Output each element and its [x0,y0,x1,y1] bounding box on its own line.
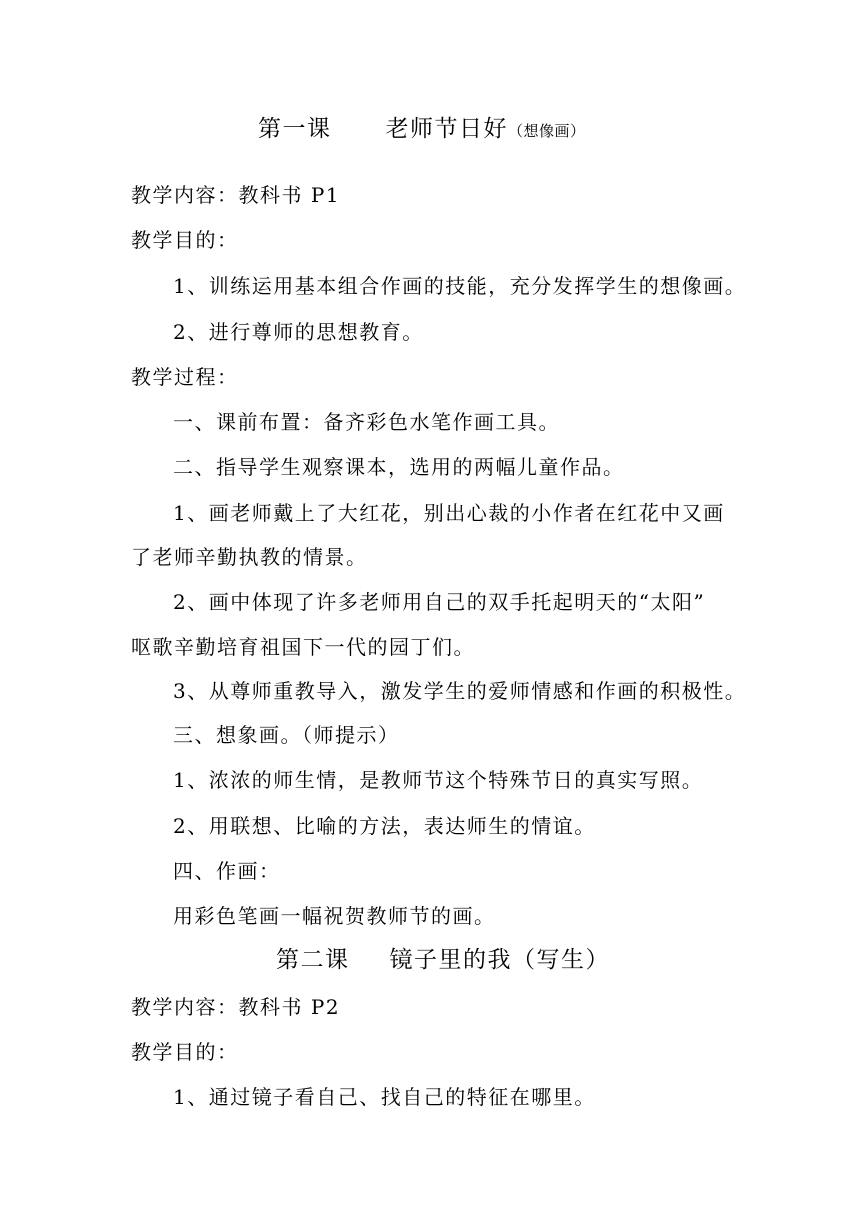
lesson1-title-note: （想像画） [508,122,586,140]
lesson1-process-label: 教学过程： [131,365,239,389]
lesson1-goal-2: 2、进行尊师的思想教育。 [173,320,424,344]
lesson2-title [276,944,610,976]
lesson1-item-2a: 2、画中体现了许多老师用自己的双手托起明天的“太阳” [173,590,706,614]
lesson1-goals-label: 教学目的： [131,228,239,252]
lesson1-goal-1: 1、训练运用基本组合作画的技能，充分发挥学生的想像画。 [173,274,747,298]
lesson1-content-label: 教学内容：教科书 P1 [131,183,341,207]
lesson2-title-text: 镜子里的我（写生） [389,947,610,973]
lesson1-item-1b: 了老师辛勤执教的情景。 [131,545,368,569]
lesson1-title-number: 第一课 [258,116,332,142]
lesson1-title-text: 老师节日好 [385,116,508,142]
lesson1-task: 用彩色笔画一幅祝贺教师节的画。 [173,904,496,928]
lesson1-step-3: 三、想象画。（师提示） [173,723,400,747]
lesson1-hint-2: 2、用联想、比喻的方法，表达师生的情谊。 [173,814,596,838]
lesson2-title-number: 第二课 [276,947,350,973]
lesson1-title [258,113,586,147]
lesson1-step-1: 一、课前布置：备齐彩色水笔作画工具。 [173,410,560,434]
lesson1-step-4: 四、作画： [173,859,281,883]
lesson1-step-2: 二、指导学生观察课本，选用的两幅儿童作品。 [173,455,625,479]
lesson2-content-label: 教学内容：教科书 P2 [131,995,341,1019]
lesson1-item-1a: 1、画老师戴上了大红花，别出心裁的小作者在红花中又画 [173,501,725,525]
lesson2-goals-label: 教学目的： [131,1040,239,1064]
lesson1-item-3: 3、从尊师重教导入，激发学生的爱师情感和作画的积极性。 [173,679,747,703]
lesson2-goal-1: 1、通过镜子看自己、找自己的特征在哪里。 [173,1085,596,1109]
lesson1-item-2b: 呕歌辛勤培育祖国下一代的园丁们。 [131,635,475,659]
lesson1-hint-1: 1、浓浓的师生情，是教师节这个特殊节日的真实写照。 [173,768,704,792]
